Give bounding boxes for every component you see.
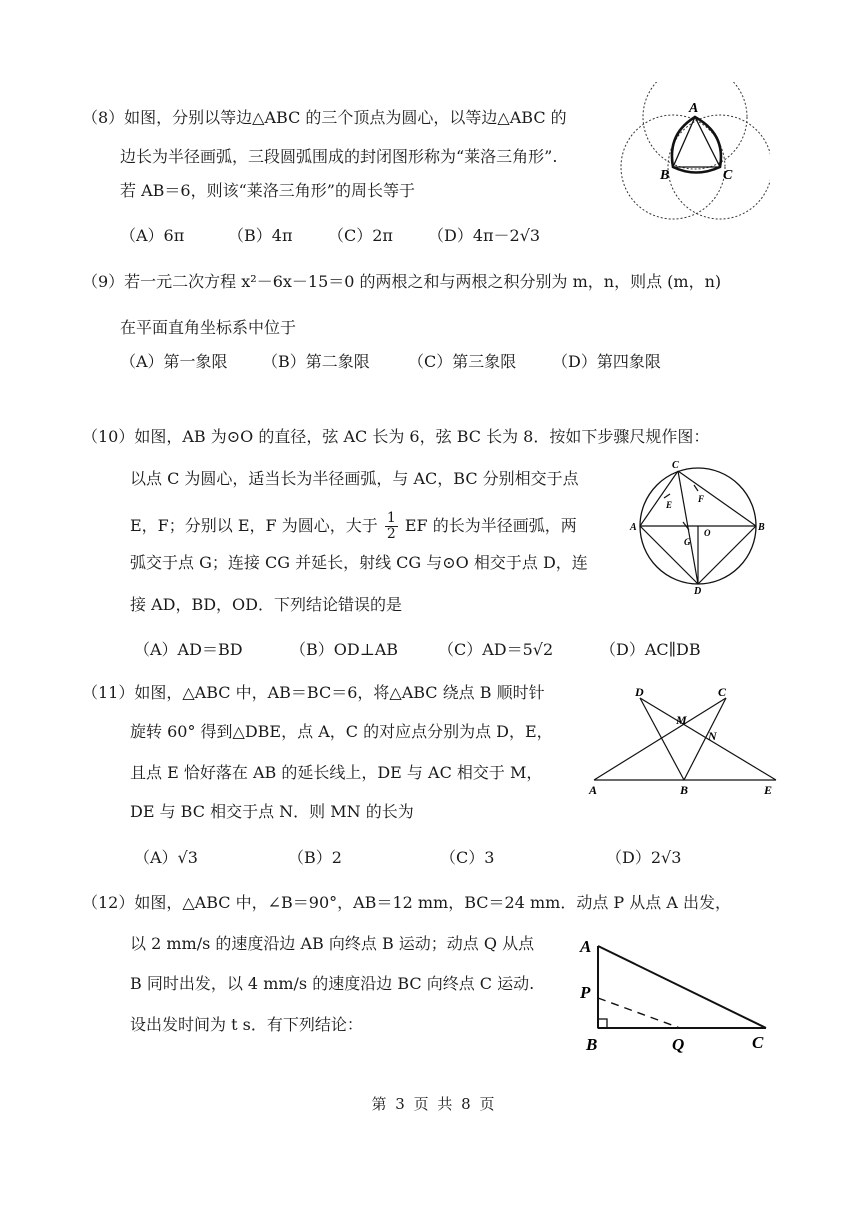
q10-label-f: F <box>698 494 705 504</box>
q10-option-a: （A）AD＝BD <box>134 640 243 659</box>
q11-label-e: E <box>764 783 773 797</box>
q11-option-c: （C）3 <box>440 848 495 867</box>
q12-label-p: P <box>580 983 591 1002</box>
q10-label-g: G <box>684 537 691 547</box>
q10-label-e: E <box>666 500 673 510</box>
q8-label-b: B <box>660 168 670 183</box>
q11-label-m: M <box>676 713 687 727</box>
q10-fraction <box>385 511 398 542</box>
q11-label-c: C <box>718 685 727 699</box>
q9-option-c: （C）第三象限 <box>408 352 517 371</box>
q11-label-n: N <box>708 729 717 743</box>
q12-line-4: 设出发时间为 t s．有下列结论： <box>130 1015 363 1034</box>
q9-option-b: （B）第二象限 <box>262 352 370 371</box>
q11-option-d: （D）2√3 <box>606 848 682 867</box>
q8-line-1: （8）如图，分别以等边△ABC 的三个顶点为圆心，以等边△ABC 的 <box>82 108 567 127</box>
q12-label-b: B <box>586 1035 598 1054</box>
q8-label-c: C <box>723 168 733 183</box>
q11-label-b: B <box>680 783 689 797</box>
q11-option-a: （A）√3 <box>134 848 198 867</box>
q10-option-d: （D）AC∥DB <box>600 640 701 659</box>
q12-line-3: B 同时出发，以 4 mm/s 的速度沿边 BC 向终点 C 运动. <box>130 974 535 993</box>
q10-label-o: O <box>704 528 711 538</box>
q8-option-a: （A）6π <box>120 226 185 245</box>
q12-label-q: Q <box>672 1035 685 1054</box>
q10-line-1: （10）如图，AB 为⊙O 的直径，弦 AC 长为 6，弦 BC 长为 8．按如下步骤尺规作图： <box>82 427 710 446</box>
q12-line-2: 以 2 mm/s 的速度沿边 AB 向终点 B 运动；动点 Q 从点 <box>130 934 535 953</box>
q12-right-triangle-figure <box>576 932 776 1057</box>
q10-option-c: （C）AD＝5√2 <box>438 640 554 659</box>
q10-label-a: A <box>630 522 637 533</box>
q9-line-1: （9）若一元二次方程 x²－6x－15＝0 的两根之和与两根之积分别为 m，n，则点 (m，n) <box>82 272 722 291</box>
q8-line-2: 边长为半径画弧，三段圆弧围成的封闭图形称为“莱洛三角形”. <box>120 147 558 166</box>
q10-label-d: D <box>694 586 702 595</box>
q10-option-b: （B）OD⊥AB <box>290 640 399 659</box>
q11-option-b: （B）2 <box>288 848 342 867</box>
q11-line-3: 且点 E 恰好落在 AB 的延长线上，DE 与 AC 相交于 M， <box>130 763 543 782</box>
q8-option-d: （D）4π－2√3 <box>428 226 541 245</box>
q8-line-3: 若 AB＝6，则该“莱洛三角形”的周长等于 <box>120 181 415 200</box>
q8-option-c: （C）2π <box>328 226 393 245</box>
q8-reuleaux-figure <box>620 82 770 220</box>
q9-line-2: 在平面直角坐标系中位于 <box>120 318 297 337</box>
q10-line-4: 弧交于点 G；连接 CG 并延长，射线 CG 与⊙O 相交于点 D，连 <box>130 553 588 572</box>
q11-line-4: DE 与 BC 相交于点 N．则 MN 的长为 <box>130 802 414 821</box>
q12-label-a: A <box>580 937 592 956</box>
q10-circle-figure <box>628 460 770 595</box>
q11-rotation-figure <box>584 682 784 800</box>
q10-line-2: 以点 C 为圆心，适当长为半径画弧，与 AC，BC 分别相交于点 <box>130 469 579 488</box>
q11-label-a: A <box>589 783 598 797</box>
q9-option-d: （D）第四象限 <box>552 352 661 371</box>
q8-label-a: A <box>689 101 699 116</box>
q10-fraction-denominator: 2 <box>386 526 396 542</box>
q10-line-5: 接 AD，BD，OD．下列结论错误的是 <box>130 595 403 614</box>
page-number-footer: 第 3 页 共 8 页 <box>371 1095 497 1113</box>
q10-label-c: C <box>672 460 679 471</box>
q10-line-3-text: E，F；分别以 E，F 为圆心，大于 <box>130 516 378 535</box>
q10-fraction-numerator: 1 <box>386 510 396 526</box>
q10-line-3-tail: EF 的长为半径画弧，两 <box>404 516 577 535</box>
q11-label-d: D <box>635 685 644 699</box>
q10-label-b: B <box>758 522 765 533</box>
q11-line-2: 旋转 60° 得到△DBE，点 A，C 的对应点分别为点 D，E， <box>130 722 553 741</box>
q8-option-b: （B）4π <box>228 226 293 245</box>
q9-option-a: （A）第一象限 <box>120 352 228 371</box>
q12-label-c: C <box>752 1033 764 1052</box>
q11-line-1: （11）如图，△ABC 中，AB＝BC＝6，将△ABC 绕点 B 顺时针 <box>82 683 545 702</box>
q10-line-3 <box>130 511 577 542</box>
q12-line-1: （12）如图，△ABC 中，∠B＝90°，AB＝12 mm，BC＝24 mm．动点 P 从点 A 出发， <box>82 893 731 912</box>
